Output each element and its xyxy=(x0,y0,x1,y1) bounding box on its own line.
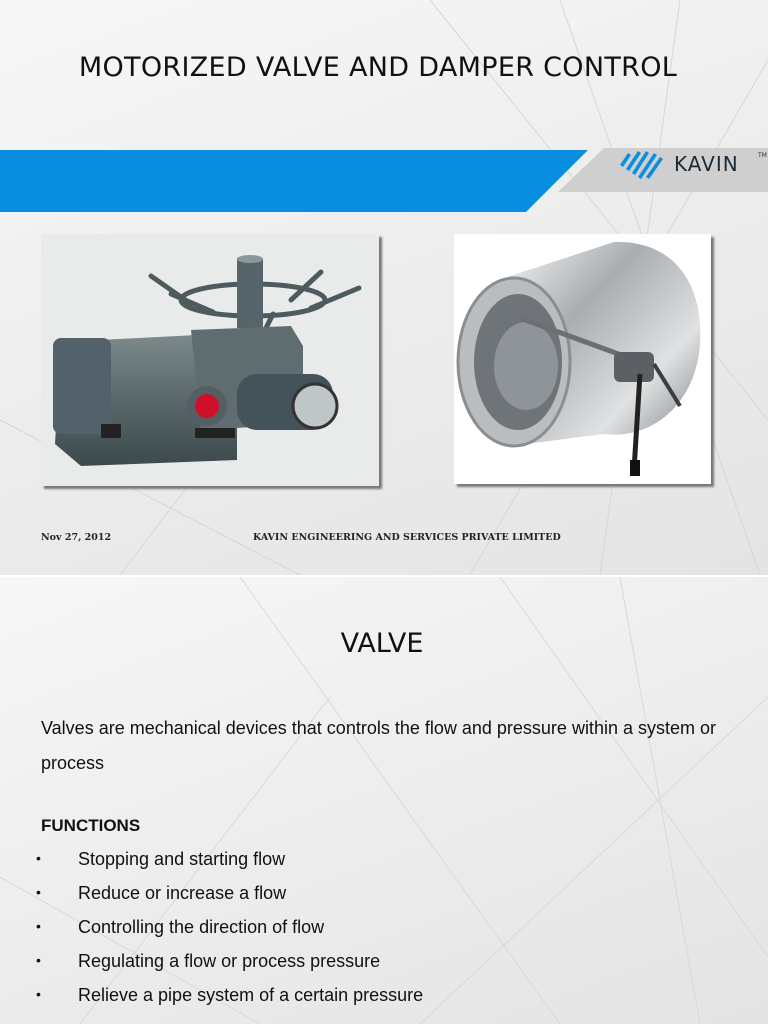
kavin-logo-mark-icon xyxy=(618,147,670,181)
bullet-icon: • xyxy=(36,986,41,1002)
function-text: Regulating a flow or process pressure xyxy=(78,951,381,971)
function-text: Relieve a pipe system of a certain pressure xyxy=(78,985,424,1005)
function-text: Reduce or increase a flow xyxy=(78,883,287,903)
motorized-valve-actuator-photo xyxy=(41,234,379,486)
footer-date: Nov 27, 2012 xyxy=(41,532,112,543)
slide-title: VALVE xyxy=(340,628,424,659)
list-item xyxy=(36,883,423,917)
air-damper-photo xyxy=(454,234,711,484)
bullet-icon: • xyxy=(36,918,41,934)
slide-title: MOTORIZED VALVE AND DAMPER CONTROL xyxy=(78,52,678,83)
bullet-icon: • xyxy=(36,952,41,968)
functions-list xyxy=(36,849,423,1019)
functions-heading: FUNCTIONS xyxy=(41,816,141,835)
footer-company: KAVIN ENGINEERING AND SERVICES PRIVATE LIMITED xyxy=(253,532,561,543)
logo-trademark: TM xyxy=(758,152,767,159)
valve-description: Valves are mechanical devices that controls the flow and pressure within a system or process xyxy=(41,718,716,773)
logo-name: KAVIN xyxy=(674,152,739,176)
kavin-logo xyxy=(618,144,767,184)
list-item xyxy=(36,951,423,985)
function-text: Stopping and starting flow xyxy=(78,849,286,869)
function-text: Controlling the direction of flow xyxy=(78,917,325,937)
slide-2 xyxy=(0,577,768,1024)
bullet-icon: • xyxy=(36,850,41,866)
list-item xyxy=(36,849,423,883)
list-item xyxy=(36,985,423,1019)
bullet-icon: • xyxy=(36,884,41,900)
list-item xyxy=(36,917,423,951)
